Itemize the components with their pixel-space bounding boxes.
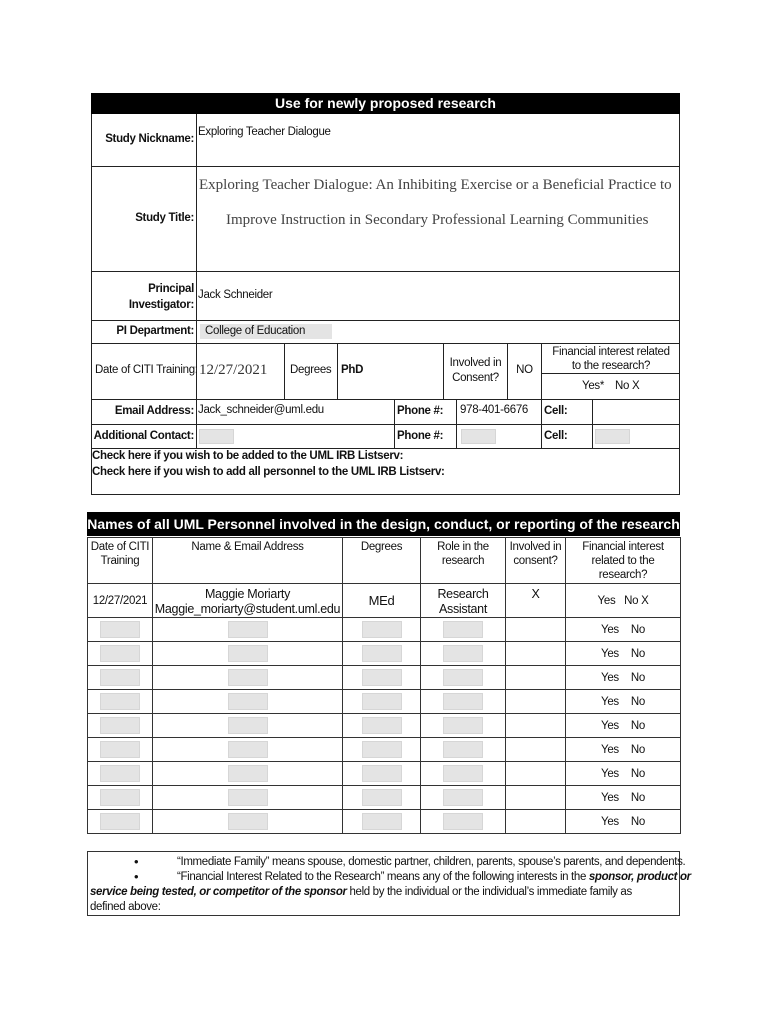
citi-date: 12/27/2021 [199, 362, 268, 378]
financial-no-option[interactable]: No [630, 767, 645, 780]
involved-consent-label [444, 356, 507, 386]
listserv-check-all[interactable]: Check here if you wish to add all personnel to the UML IRB Listserv: [92, 466, 445, 478]
note-financial-line3: defined above: [90, 901, 161, 913]
blank-role-cell [421, 690, 506, 714]
person-involved: X [506, 584, 566, 618]
blank-involved-cell [506, 810, 566, 834]
table-row [88, 762, 681, 786]
pi-label-line1: Principal [148, 283, 194, 295]
blank-financial-cell[interactable] [566, 738, 681, 762]
col-involved: Involved in consent? [506, 538, 566, 584]
table-header-row [88, 538, 681, 584]
blank-citi-field[interactable] [100, 717, 140, 734]
blank-role-cell [421, 738, 506, 762]
blank-degree-field[interactable] [362, 789, 402, 806]
table-row [88, 584, 681, 618]
blank-citi-cell [88, 762, 153, 786]
blank-citi-field[interactable] [100, 669, 140, 686]
financial-yes-option[interactable]: Yes [601, 671, 619, 684]
phone2-label: Phone #: [397, 430, 444, 442]
listserv-check-self[interactable]: Check here if you wish to be added to the UML IRB Listserv: [92, 450, 404, 462]
notes-box [87, 851, 691, 916]
bullet-1: • [134, 854, 139, 869]
person-name-email [153, 584, 343, 618]
study-title-line2: Improve Instruction in Secondary Professional Learning Communities [226, 212, 649, 228]
blank-involved-cell [506, 738, 566, 762]
blank-degree-cell [343, 690, 421, 714]
table-row [88, 690, 681, 714]
blank-role-cell [421, 810, 506, 834]
blank-citi-cell [88, 666, 153, 690]
financial-yes[interactable]: Yes* [582, 380, 605, 392]
cell-label: Cell: [544, 405, 568, 417]
degrees-value: PhD [341, 364, 364, 376]
blank-degree-cell [343, 762, 421, 786]
involved-label-line2: Consent? [452, 372, 499, 384]
financial-yes-option[interactable]: Yes [601, 695, 619, 708]
blank-name-cell [153, 786, 343, 810]
blank-citi-cell [88, 690, 153, 714]
blank-role-field[interactable] [443, 741, 483, 758]
blank-citi-field[interactable] [100, 645, 140, 662]
cell2-field[interactable] [595, 429, 630, 444]
blank-degree-cell [343, 666, 421, 690]
blank-degree-cell [343, 618, 421, 642]
pi-name: Jack Schneider [198, 289, 273, 301]
blank-name-field[interactable] [228, 621, 268, 638]
note-immediate-family: “Immediate Family” means spouse, domestic partner, children, parents, spouse’s parents, and dependents. [177, 856, 686, 868]
blank-involved-cell [506, 714, 566, 738]
blank-degree-field[interactable] [362, 669, 402, 686]
blank-name-field[interactable] [228, 765, 268, 782]
financial-yes-option[interactable]: Yes [601, 791, 619, 804]
blank-degree-field[interactable] [362, 621, 402, 638]
blank-involved-cell [506, 618, 566, 642]
col-citi: Date of CITI Training [88, 538, 153, 584]
table-row [88, 738, 681, 762]
blank-name-field[interactable] [228, 693, 268, 710]
email-value: Jack_schneider@uml.edu [198, 404, 324, 416]
blank-financial-cell[interactable] [566, 762, 681, 786]
blank-name-field[interactable] [228, 645, 268, 662]
pi-label-line2: Investigator: [128, 299, 194, 311]
blank-citi-cell [88, 642, 153, 666]
study-nickname-label: Study Nickname: [105, 133, 194, 145]
financial-no-option[interactable]: No [630, 623, 645, 636]
financial-interest-label [542, 345, 680, 373]
blank-name-field[interactable] [228, 813, 268, 830]
financial-yes-option[interactable]: Yes [601, 767, 619, 780]
table-row [88, 642, 681, 666]
person-citi: 12/27/2021 [88, 584, 153, 618]
blank-name-field[interactable] [228, 741, 268, 758]
blank-name-cell [153, 762, 343, 786]
blank-degree-field[interactable] [362, 645, 402, 662]
blank-citi-cell [88, 738, 153, 762]
blank-financial-cell[interactable] [566, 618, 681, 642]
blank-degree-cell [343, 786, 421, 810]
blank-financial-cell[interactable] [566, 714, 681, 738]
note-financial-line2: service being tested, or competitor of the sponsor held by the individual or the individual’s immediate family as [90, 886, 632, 898]
financial-no-option[interactable]: No [630, 791, 645, 804]
fin-label-line2: to the research? [571, 360, 651, 372]
blank-name-field[interactable] [228, 669, 268, 686]
blank-name-cell [153, 642, 343, 666]
phone-value: 978-401-6676 [460, 404, 529, 416]
phone-label: Phone #: [397, 405, 444, 417]
blank-financial-cell[interactable] [566, 786, 681, 810]
financial-yes-option[interactable]: Yes [601, 647, 619, 660]
financial-no-option[interactable]: No [630, 719, 645, 732]
blank-role-cell [421, 666, 506, 690]
financial-yes-option[interactable]: Yes [601, 719, 619, 732]
blank-role-cell [421, 714, 506, 738]
degrees-label: Degrees [290, 364, 332, 376]
blank-involved-cell [506, 762, 566, 786]
table-row [88, 714, 681, 738]
person-email: Maggie_moriarty@student.uml.edu [154, 602, 341, 616]
blank-name-field[interactable] [228, 717, 268, 734]
blank-role-field[interactable] [443, 621, 483, 638]
blank-citi-field[interactable] [100, 789, 140, 806]
blank-role-cell [421, 642, 506, 666]
blank-name-cell [153, 690, 343, 714]
col-role: Role in the research [421, 538, 506, 584]
study-nickname-value: Exploring Teacher Dialogue [198, 126, 331, 138]
study-title-label: Study Title: [135, 212, 194, 224]
financial-yes-option[interactable]: Yes [601, 815, 619, 828]
involved-consent-value: NO [516, 364, 533, 376]
financial-no-option[interactable]: No [630, 815, 645, 828]
blank-financial-cell[interactable] [566, 666, 681, 690]
blank-degree-cell [343, 738, 421, 762]
note-financial-line1: “Financial Interest Related to the Research” means any of the following interests in the sponsor, product or [177, 871, 691, 883]
blank-involved-cell [506, 690, 566, 714]
financial-no-option[interactable]: No [630, 671, 645, 684]
blank-name-cell [153, 666, 343, 690]
person-degree: MEd [343, 584, 421, 618]
financial-yes-option[interactable]: Yes [601, 623, 619, 636]
blank-name-cell [153, 618, 343, 642]
personnel-table [87, 537, 681, 834]
blank-role-field[interactable] [443, 813, 483, 830]
blank-degree-cell [343, 810, 421, 834]
table-row [88, 666, 681, 690]
phone2-field[interactable] [461, 429, 496, 444]
person-financial[interactable]: Yes No X [566, 584, 681, 618]
blank-degree-cell [343, 714, 421, 738]
col-name: Name & Email Address [153, 538, 343, 584]
financial-yes-option[interactable]: Yes [601, 743, 619, 756]
additional-contact-label: Additional Contact: [93, 430, 194, 442]
blank-name-cell [153, 714, 343, 738]
blank-role-field[interactable] [443, 789, 483, 806]
blank-degree-field[interactable] [362, 741, 402, 758]
cell2-label: Cell: [544, 430, 568, 442]
section1-header: Use for newly proposed research [91, 93, 680, 114]
person-role: Research Assistant [421, 584, 506, 618]
blank-financial-cell[interactable] [566, 642, 681, 666]
blank-citi-field[interactable] [100, 693, 140, 710]
blank-financial-cell[interactable] [566, 810, 681, 834]
blank-degree-field[interactable] [362, 765, 402, 782]
blank-involved-cell [506, 786, 566, 810]
blank-degree-cell [343, 642, 421, 666]
citi-label: Date of CITI Training: [95, 364, 198, 376]
blank-involved-cell [506, 642, 566, 666]
study-title-line1: Exploring Teacher Dialogue: An Inhibiting Exercise or a Beneficial Practice to [199, 177, 672, 193]
blank-degree-field[interactable] [362, 717, 402, 734]
involved-label-line1: Involved in [449, 357, 502, 369]
blank-role-cell [421, 618, 506, 642]
blank-degree-field[interactable] [362, 813, 402, 830]
pi-label [92, 281, 194, 313]
blank-citi-field[interactable] [100, 621, 140, 638]
blank-role-field[interactable] [443, 645, 483, 662]
blank-involved-cell [506, 666, 566, 690]
blank-role-cell [421, 786, 506, 810]
blank-role-field[interactable] [443, 717, 483, 734]
financial-no-option[interactable]: No [630, 647, 645, 660]
blank-role-field[interactable] [443, 693, 483, 710]
blank-citi-cell [88, 786, 153, 810]
pi-dept-field[interactable]: College of Education [200, 324, 332, 339]
blank-citi-field[interactable] [100, 765, 140, 782]
person-name: Maggie Moriarty [204, 587, 291, 601]
blank-role-field[interactable] [443, 765, 483, 782]
pi-dept-label: PI Department: [116, 325, 194, 337]
col-degrees: Degrees [343, 538, 421, 584]
blank-financial-cell[interactable] [566, 690, 681, 714]
blank-citi-cell [88, 714, 153, 738]
blank-citi-field[interactable] [100, 741, 140, 758]
blank-citi-cell [88, 618, 153, 642]
blank-name-field[interactable] [228, 789, 268, 806]
financial-no[interactable]: No X [615, 380, 640, 392]
table-row [88, 786, 681, 810]
bullet-2: • [134, 869, 139, 884]
financial-no-option[interactable]: No [630, 743, 645, 756]
blank-citi-field[interactable] [100, 813, 140, 830]
blank-name-cell [153, 810, 343, 834]
blank-role-cell [421, 762, 506, 786]
additional-contact-field[interactable] [199, 429, 234, 444]
fin-label-line1: Financial interest related [552, 346, 670, 358]
table-row [88, 618, 681, 642]
table-row [88, 810, 681, 834]
email-label: Email Address: [114, 405, 194, 417]
section2-header: Names of all UML Personnel involved in the design, conduct, or reporting of the research [87, 512, 680, 536]
blank-role-field[interactable] [443, 669, 483, 686]
col-financial: Financial interest related to the research? [566, 538, 681, 584]
financial-no-option[interactable]: No [630, 695, 645, 708]
blank-degree-field[interactable] [362, 693, 402, 710]
blank-name-cell [153, 738, 343, 762]
blank-citi-cell [88, 810, 153, 834]
